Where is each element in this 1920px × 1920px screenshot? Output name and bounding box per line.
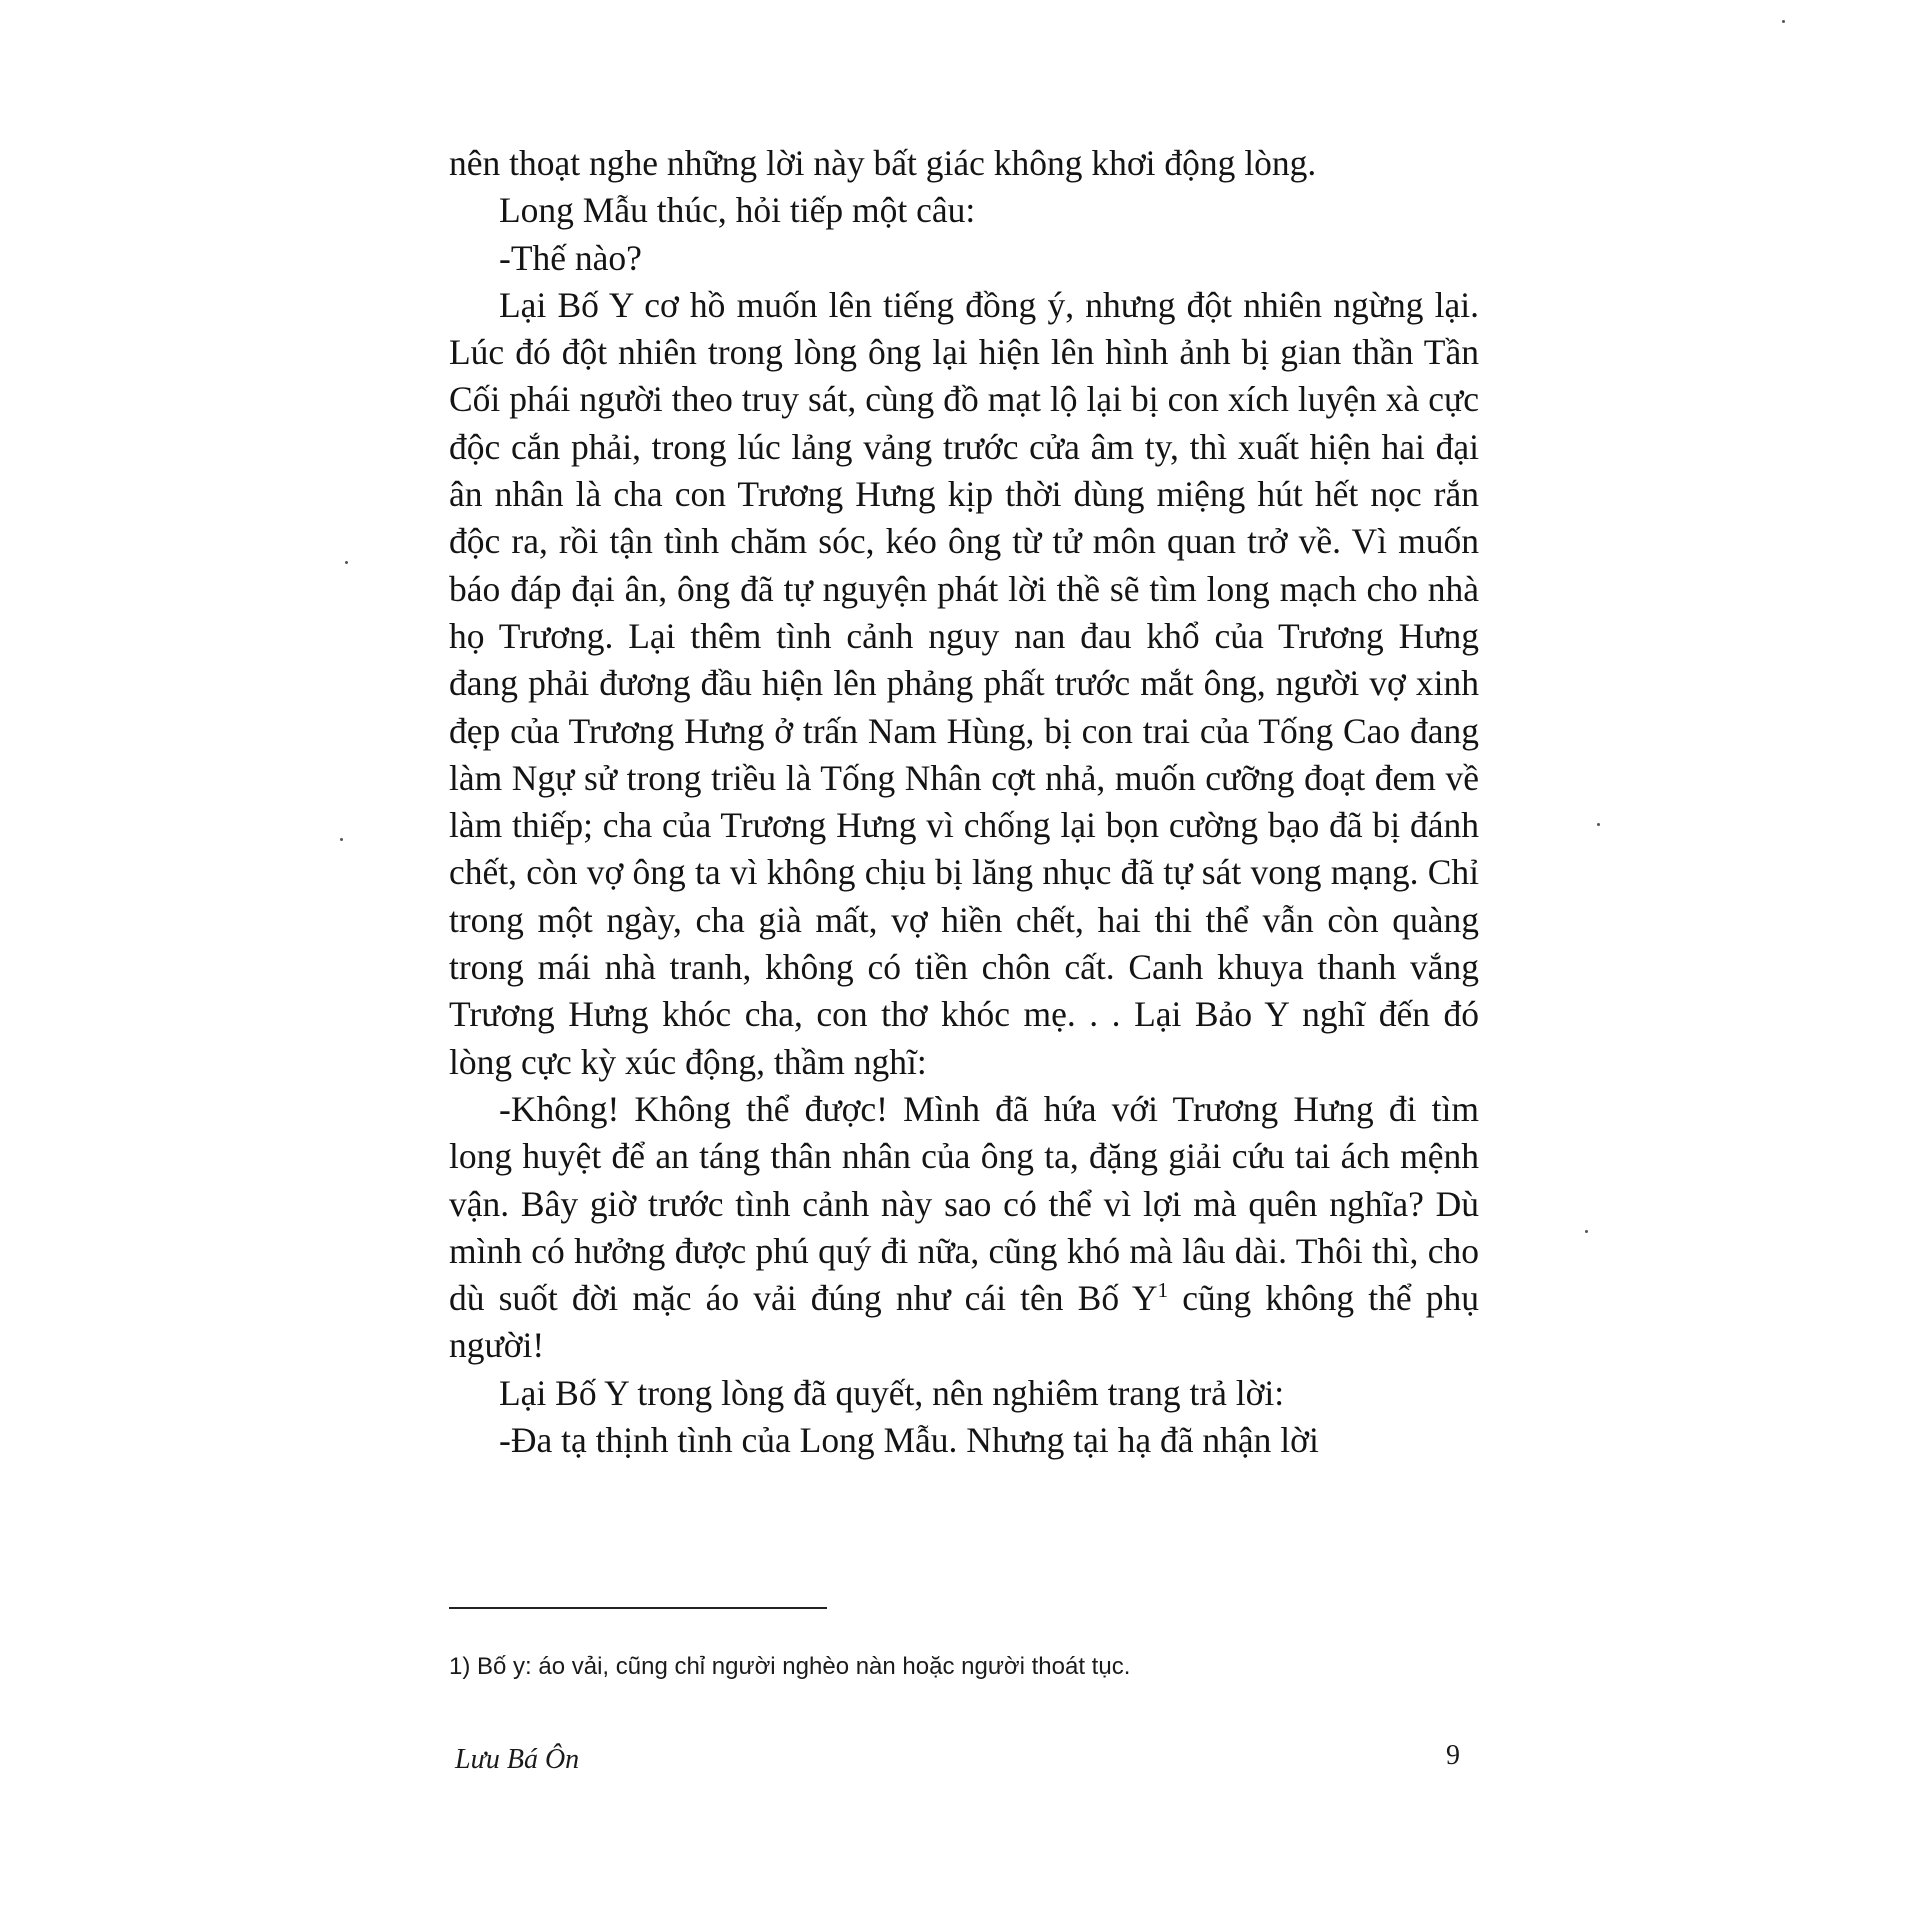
paragraph-5-tail: cũng không thể phụ người! xyxy=(449,1278,1479,1366)
paragraph-2: Long Mẫu thúc, hỏi tiếp một câu: xyxy=(499,190,976,231)
paragraph-5-text: -Không! Không thể được! Mình đã hứa với Trương Hưng đi tìm long huyệt để an táng thân nhân của ông ta, đặng giải cứu tai ách mệnh vận. Bây giờ trước tình cảnh này sao có thể vì lợi mà quên nghĩa? Dù mình có hưởng được phú quý đi nữa, cũng khó mà lâu dài. Thôi thì, cho dù suốt đời mặc áo vải đúng như cái tên Bố Y xyxy=(449,1088,1479,1319)
scan-speck xyxy=(1782,20,1785,23)
paragraph-3: -Thế nào? xyxy=(499,237,642,278)
paragraph-5 xyxy=(449,1086,1479,1370)
footnote-marker: 1 xyxy=(1157,1278,1169,1303)
scan-speck xyxy=(1585,1230,1588,1233)
paragraph-4: Lại Bố Y cơ hồ muốn lên tiếng đồng ý, nhưng đột nhiên ngừng lại. Lúc đó đột nhiên trong lòng ông lại hiện lên hình ảnh bị gian thần Tần Cối phái người theo truy sát, cùng đồ mạt lộ lại bị con xích luyện xà cực độc cắn phải, trong lúc lảng vảng trước cửa âm ty, thì xuất hiện hai đại ân nhân là cha con Trương Hưng kịp thời dùng miệng hút hết nọc rắn độc ra, rồi tận tình chăm sóc, kéo ông từ tử môn quan trở về. Vì muốn báo đáp đại ân, ông đã tự nguyện phát lời thề sẽ tìm long mạch cho nhà họ Trương. Lại thêm tình cảnh nguy nan đau khổ của Trương Hưng đang phải đương đầu hiện lên phảng phất trước mắt ông, người vợ xinh đẹp của Trương Hưng ở trấn Nam Hùng, bị con trai của Tống Cao đang làm Ngự sử trong triều là Tống Nhân cợt nhả, muốn cưỡng đoạt đem về làm thiếp; cha của Trương Hưng vì chống lại bọn cường bạo đã bị đánh chết, còn vợ ông ta vì không chịu bị lăng nhục đã tự sát vong mạng. Chỉ trong một ngày, cha già mất, vợ hiền chết, hai thi thể vẫn còn quàng trong mái nhà tranh, không có tiền chôn cất. Canh khuya thanh vắng Trương Hưng khóc cha, con thơ khóc mẹ. . . Lại Bảo Y nghĩ đến đó lòng cực kỳ xúc động, thầm nghĩ: xyxy=(449,284,1479,1082)
scan-speck xyxy=(1597,823,1600,826)
scan-speck xyxy=(340,838,343,841)
paragraph-7: -Đa tạ thịnh tình của Long Mẫu. Nhưng tại hạ đã nhận lời xyxy=(499,1420,1319,1461)
scan-speck xyxy=(345,561,348,564)
page-number: 9 xyxy=(1446,1740,1460,1771)
paragraph-6: Lại Bố Y trong lòng đã quyết, nên nghiêm trang trả lời: xyxy=(499,1372,1285,1413)
body-text xyxy=(449,140,1479,1464)
paragraph-1: nên thoạt nghe những lời này bất giác không khơi động lòng. xyxy=(449,143,1317,183)
footnote-divider xyxy=(449,1607,827,1609)
footnote: 1) Bố y: áo vải, cũng chỉ người nghèo nàn hoặc người thoát tục. xyxy=(449,1653,1131,1680)
running-footer-title: Lưu Bá Ôn xyxy=(455,1744,580,1775)
